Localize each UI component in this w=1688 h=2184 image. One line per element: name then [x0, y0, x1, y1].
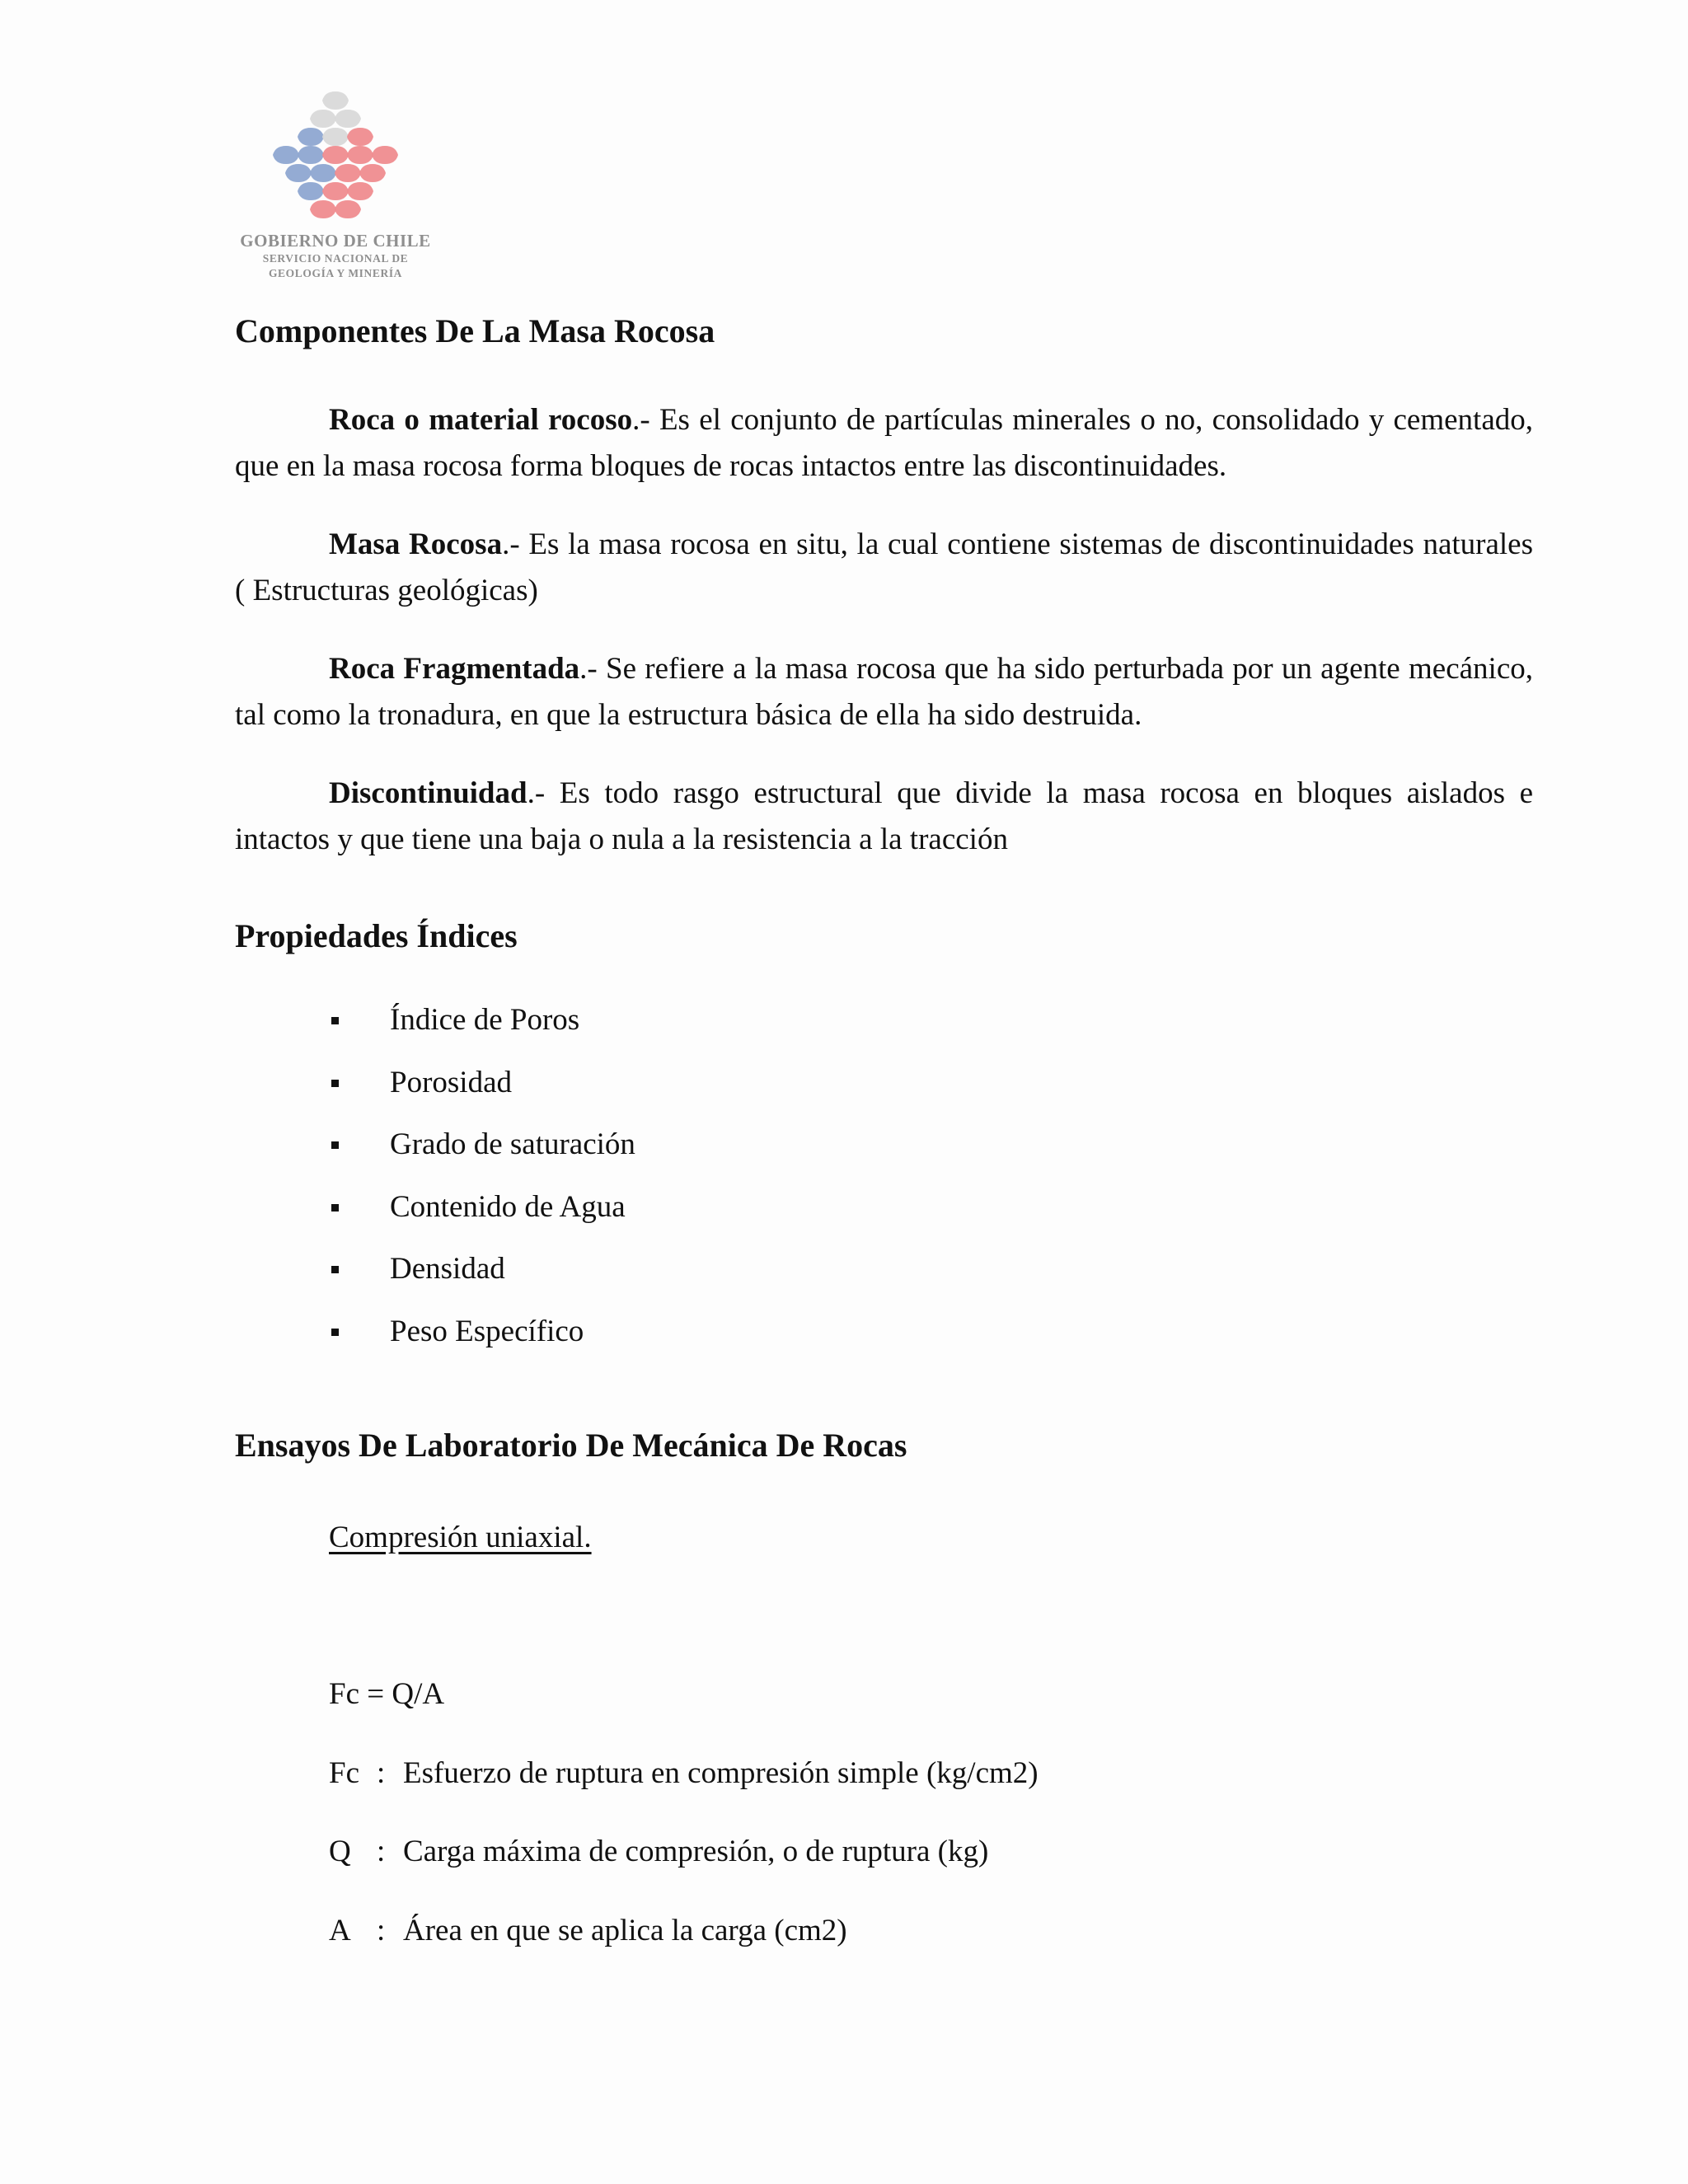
definition-roca-material: .- Es el conjunto de partículas minerales o no, consolidado y cementado, que en la masa rocosa forma bloques de rocas intactos entre las discontinuidades. [235, 403, 1533, 483]
definition-symbol: Fc [329, 1756, 359, 1790]
definition-row [329, 1749, 1039, 1798]
definition-symbol: Q [329, 1835, 351, 1868]
logo-line-2: SERVICIO NACIONAL DE [262, 252, 409, 265]
bullet-icon [331, 1204, 339, 1212]
logo-tile [310, 200, 336, 218]
logo-tile [310, 110, 336, 128]
definition-roca-fragmentada: .- Se refiere a la masa rocosa que ha sido perturbada por un agente mecánico, tal como la tronadura, en que la estructura básica de ella ha sido destruida. [235, 652, 1533, 732]
logo-tile [359, 164, 386, 182]
logo-tile [347, 146, 373, 164]
logo-tile [285, 164, 312, 182]
definition-text: Carga máxima de compresión, o de ruptura (kg) [403, 1835, 989, 1868]
logo-tile [322, 182, 349, 200]
heading-propiedades: Propiedades Índices [235, 917, 518, 954]
definition-discontinuidad: .- Es todo rasgo estructural que divide la masa rocosa en bloques aislados e intactos y que tiene una baja o nula a la resistencia a la tracción [235, 776, 1533, 856]
logo-tile [335, 110, 361, 128]
paragraph-discontinuidad [235, 771, 1533, 863]
subheading-compresion-uniaxial: Compresión uniaxial. [329, 1521, 592, 1554]
term-roca-material: Roca o material rocoso [329, 403, 633, 437]
logo-tile [372, 146, 398, 164]
heading-ensayos: Ensayos De Laboratorio De Mecánica De Rocas [235, 1427, 907, 1464]
bullet-icon [331, 1080, 339, 1087]
list-item-label: Peso Específico [390, 1314, 584, 1348]
paragraph-roca-fragmentada [235, 646, 1533, 738]
definition-row [329, 1827, 988, 1877]
logo-tile [298, 146, 324, 164]
definition-colon: : [377, 1835, 386, 1868]
list-item-label: Grado de saturación [390, 1127, 635, 1161]
definition-colon: : [377, 1756, 386, 1790]
logo-tile [298, 128, 324, 146]
bullet-icon [331, 1329, 339, 1336]
logo-tile [335, 200, 361, 218]
definition-masa-rocosa: .- Es la masa rocosa en situ, la cual contiene sistemas de discontinuidades naturales ( Estructuras geológicas) [235, 527, 1533, 607]
logo-tile [335, 164, 361, 182]
term-roca-fragmentada: Roca Fragmentada [329, 652, 580, 686]
list-item-label: Índice de Poros [390, 1003, 580, 1037]
logo-tile [310, 164, 336, 182]
logo-tile [322, 146, 349, 164]
definition-row [329, 1906, 847, 1956]
logo-line-3: GEOLOGÍA Y MINERÍA [268, 267, 403, 279]
definition-text: Área en que se aplica la carga (cm2) [403, 1914, 847, 1947]
logo-line-1: GOBIERNO DE CHILE [240, 231, 431, 251]
formula: Fc = Q/A [329, 1677, 445, 1711]
bullet-icon [331, 1141, 339, 1149]
gobierno-de-chile-logo [232, 89, 438, 287]
bullet-icon [331, 1266, 339, 1273]
definition-text: Esfuerzo de ruptura en compresión simple (kg/cm2) [403, 1756, 1039, 1790]
definition-symbol: A [329, 1914, 351, 1947]
paragraph-masa-rocosa [235, 522, 1533, 614]
logo-tile [322, 128, 349, 146]
list-item-label: Porosidad [390, 1065, 512, 1099]
term-masa-rocosa: Masa Rocosa [329, 527, 503, 561]
logo-tile [273, 146, 299, 164]
logo-tile [347, 128, 373, 146]
logo-emblem-icon [232, 89, 438, 229]
definition-colon: : [377, 1914, 386, 1947]
heading-componentes: Componentes De La Masa Rocosa [235, 312, 715, 349]
logo-tile [322, 91, 349, 110]
bullet-icon [331, 1017, 339, 1024]
paragraph-roca-material [235, 397, 1533, 490]
logo-tile [347, 182, 373, 200]
logo-tile [298, 182, 324, 200]
list-item-label: Contenido de Agua [390, 1189, 626, 1224]
list-item-label: Densidad [390, 1252, 505, 1286]
term-discontinuidad: Discontinuidad [329, 776, 528, 810]
